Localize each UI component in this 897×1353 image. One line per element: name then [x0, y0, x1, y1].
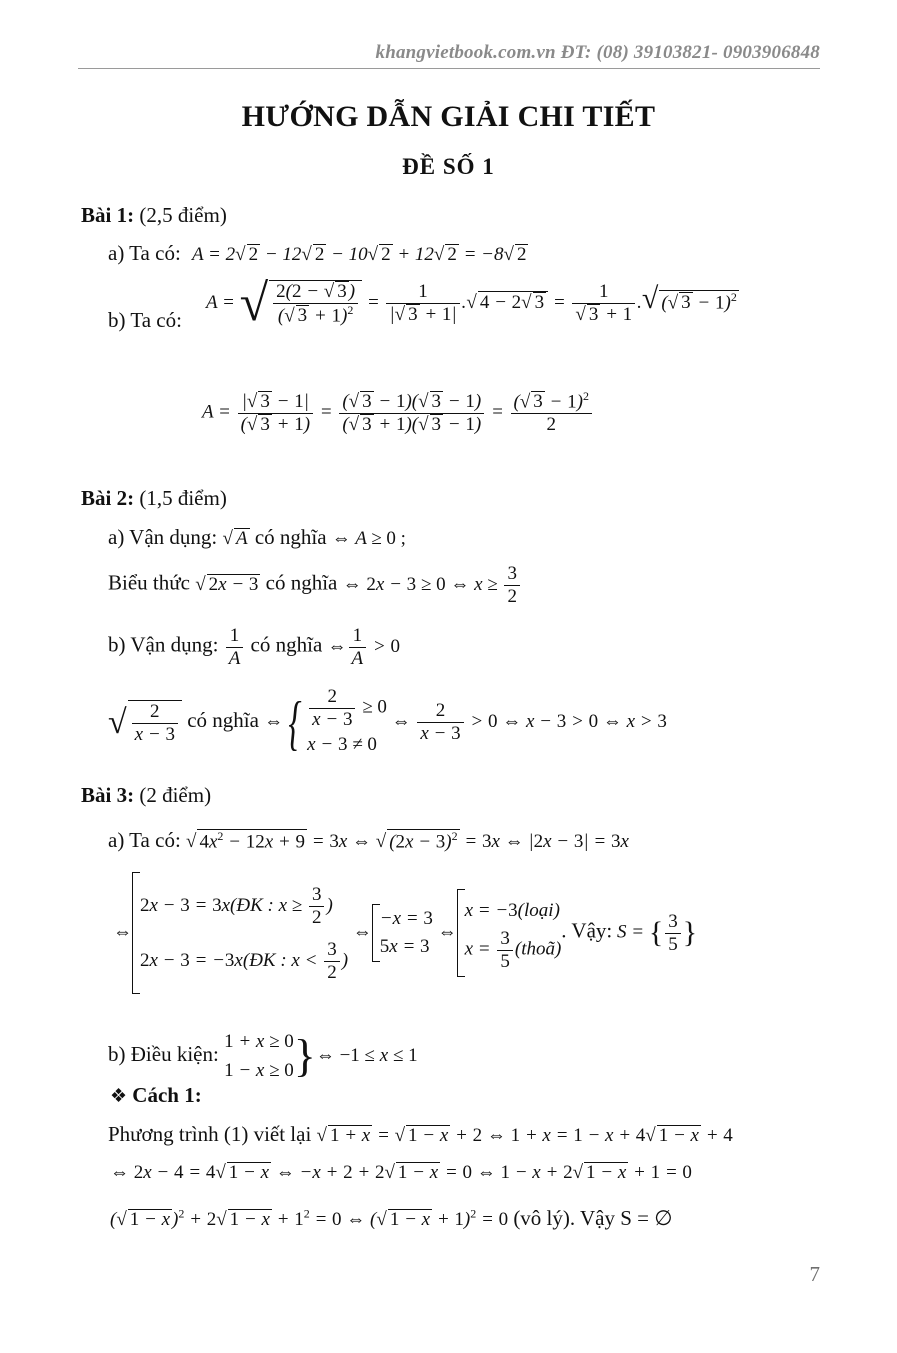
- bai3-loai: loại: [524, 899, 554, 921]
- bai1-a-line: [108, 241, 528, 266]
- bai3-heading: [81, 783, 211, 807]
- bai2-a-text2: Biểu thức: [108, 570, 190, 595]
- bai1-b-formula: A = √ $\frac{2(2 - √ 3 )}{(√ 3 + 1)^2}$ = $\frac{1}{|√ 3 + 1|}$ .√ 4 − 2√ 3 = $\frac{1}{√ 3 + 1}$ .√ (√ 3 − 1)$^2$: [206, 275, 737, 332]
- bai2-points: (1,5 điểm): [139, 486, 227, 510]
- bai2-b-line: b) Vận dụng: $\frac{1}{A}$ có nghĩa ⇔ $\frac{1}{A}$ > 0: [108, 625, 400, 669]
- bai1-a-formula: A = 2√ 2 − 12√ 2 − 10√ 2 + 12√ 2 = −8√ 2: [192, 244, 527, 265]
- bai3-a-system: ⇔ 2x − 3 = 3x(ĐK : x ≥ $\frac{3}{2}$ ) 2x − 3 = −3x(ĐK : x < $\frac{3}{2}$ ) ⇔ −x = 3 5x = 3 ⇔ x = −3(loại) x = $\frac{3}{5}$ (thoã) . Vậy: S = { $\frac{3}{5}$ }: [113, 872, 697, 994]
- bai2-heading: [81, 486, 227, 510]
- bai3-a-line: a) Ta có: √ $4x^2 - 12x + 9 = 3x$ ⇔ √ $(2x - 3)^2 = 3x$ ⇔ |2x − 3| = 3x: [108, 828, 629, 852]
- bai3-b-label: b) Điều kiện:: [108, 1041, 219, 1066]
- bai3-cach1-line2: ⇔ 2x − 4 = 4√ 1 − x ⇔ −x + 2 + 2√ 1 − x = 0 ⇔ 1 − x + 2√ 1 − x + 1 = 0: [110, 1162, 692, 1183]
- bai1-a-label: a) Ta có:: [108, 241, 181, 265]
- bai3-thoa: thoã: [521, 938, 555, 960]
- bai3-empty-set: ∅: [654, 1206, 673, 1230]
- page-subtitle: ĐỀ SỐ 1: [402, 154, 495, 179]
- bai3-title: Bài 3:: [81, 783, 135, 807]
- bai3-cach1: [110, 1083, 202, 1108]
- bai1-heading: [81, 203, 227, 227]
- bai2-b-text1: có nghĩa: [250, 632, 323, 657]
- bai2-a-text3: có nghĩa: [265, 570, 338, 595]
- bai2-a-label: a) Vận dụng:: [108, 525, 218, 549]
- bai2-a-line: a) Vận dụng: √ A có nghĩa ⇔ A ≥ 0 ;: [108, 525, 406, 549]
- bai1-b-formula2: A = $\frac{|√ 3 - 1|}{(√ 3 + 1)}$ = $\frac{(√ 3 - 1)(√ 3 - 1)}{(√ 3 + 1)(√ 3 - 1)}$ = $\frac{(√ 3 - 1)^2}{2}$: [202, 390, 594, 436]
- page-number: 7: [809, 1262, 820, 1286]
- bai2-b-text2: có nghĩa: [187, 707, 259, 732]
- bai2-b-label: b) Vận dụng:: [108, 632, 219, 657]
- bai2-a-text1: có nghĩa: [254, 525, 327, 549]
- bai1-points: (2,5 điểm): [139, 203, 227, 227]
- bai2-a-line2: Biểu thức √ 2x − 3 có nghĩa ⇔ 2x − 3 ≥ 0 ⇔ x ≥ $\frac{3}{2}$: [108, 563, 522, 608]
- bai3-cach1-label: Cách 1:: [132, 1083, 202, 1107]
- bai2-b-line2: √ $\frac{2}{x - 3}$ có nghĩa ⇔{ $\frac{2}{x - 3}$ ≥ 0 x − 3 ≠ 0 ⇔ $\frac{2}{x - 3}$ > 0 ⇔ x − 3 > 0 ⇔ x > 3: [108, 686, 667, 756]
- bai2-title: Bài 2:: [81, 486, 135, 510]
- bai3-dk-2: ĐK: [249, 950, 276, 971]
- bai3-cach1-line1: Phương trình (1) viết lại √ 1 + x = √ 1 − x + 2 ⇔ 1 + x = 1 − x + 4√ 1 − x + 4: [108, 1122, 733, 1146]
- bai3-dk-1: ĐK: [236, 894, 263, 916]
- bai3-vay-label: . Vậy:: [561, 918, 613, 943]
- page-title: HƯỚNG DẪN GIẢI CHI TIẾT: [241, 100, 656, 133]
- bai3-points: (2 điểm): [139, 783, 212, 807]
- bai3-b-line: b) Điều kiện: 1 + x ≥ 0 1 − x ≥ 0 }⇔ −1 ≤ x ≤ 1: [108, 1030, 418, 1082]
- bai1-b-label: b) Ta có:: [108, 308, 182, 332]
- bai3-cach1-line3: (√ 1 − x )$^2$ + 2√ $1 - x + 1^2 = 0$ ⇔ (√ 1 − x + 1)$^2$ = 0 (vô lý). Vậy S = ∅: [110, 1206, 673, 1230]
- header-divider: [78, 68, 820, 69]
- bai3-voly: (vô lý). Vậy S =: [513, 1206, 650, 1230]
- bai1-title: Bài 1:: [81, 203, 135, 227]
- page-header: khangvietbook.com.vn ĐT: (08) 39103821- 0903906848: [375, 42, 820, 63]
- bai3-a-label: a) Ta có:: [108, 828, 181, 852]
- bai3-pt-text: Phương trình (1) viết lại: [108, 1122, 312, 1146]
- bai1-b-label-line: [108, 308, 182, 332]
- diamond-bullet-icon: ❖: [110, 1086, 128, 1107]
